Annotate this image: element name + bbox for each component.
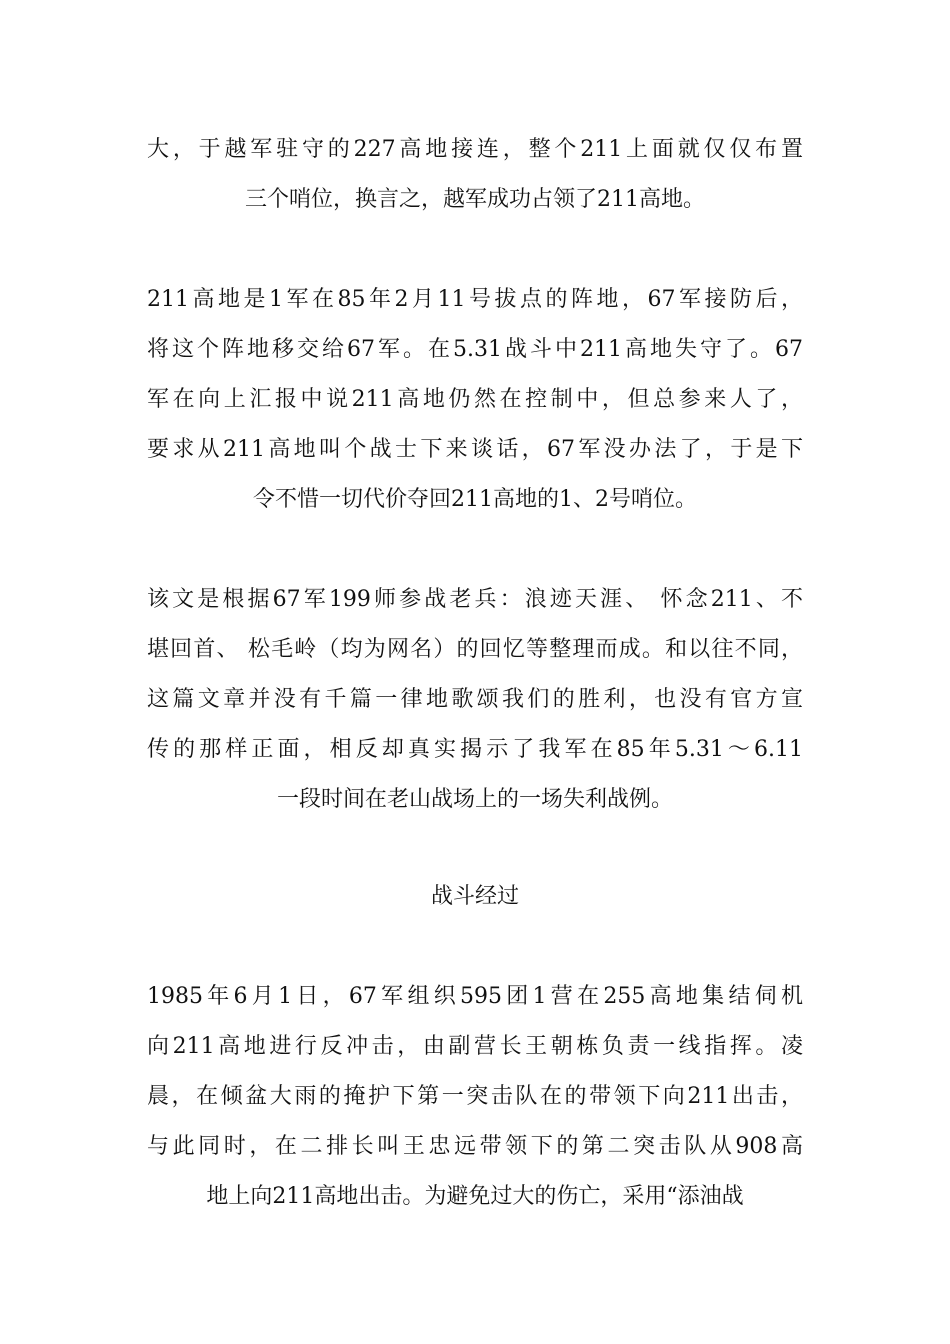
paragraph-4-line-1: 1985年6月1日，67军组织595团1营在255高地集结伺机 xyxy=(147,984,803,1009)
paragraph-2-line-2: 将这个阵地移交给67军。在5.31战斗中211高地失守了。67 xyxy=(147,337,803,362)
paragraph-3-line-5: 一段时间在老山战场上的一场失利战例。 xyxy=(276,787,673,812)
paragraph-4-line-3: 晨，在倾盆大雨的掩护下第一突击队在的带领下向211出击， xyxy=(147,1084,803,1109)
paragraph-1-line-2: 三个哨位，换言之，越军成功占领了211高地。 xyxy=(245,187,705,212)
paragraph-3-line-1: 该文是根据67军199师参战老兵：浪迹天涯、 怀念211、不 xyxy=(147,587,803,612)
paragraph-3-line-2: 堪回首、 松毛岭（均为网名）的回忆等整理而成。和以往不同， xyxy=(147,637,803,662)
paragraph-4-line-2: 向211高地进行反冲击，由副营长王朝栋负责一线指挥。凌 xyxy=(147,1034,803,1059)
paragraph-2-line-3: 军在向上汇报中说211高地仍然在控制中，但总参来人了， xyxy=(147,387,803,412)
paragraph-3-line-4: 传的那样正面，相反却真实揭示了我军在85年5.31～6.11 xyxy=(147,737,803,762)
paragraph-2-line-5: 令不惜一切代价夺回211高地的1、2号哨位。 xyxy=(253,487,697,512)
paragraph-1-line-1: 大，于越军驻守的227高地接连，整个211上面就仅仅布置 xyxy=(147,137,803,162)
paragraph-2-line-4: 要求从211高地叫个战士下来谈话，67军没办法了，于是下 xyxy=(147,437,803,462)
paragraph-4-line-5: 地上向211高地出击。为避免过大的伤亡，采用“添油战 xyxy=(206,1184,744,1209)
paragraph-4-line-4: 与此同时，在二排长叫王忠远带领下的第二突击队从908高 xyxy=(147,1134,803,1159)
paragraph-2-line-1: 211高地是1军在85年2月11号拔点的阵地，67军接防后， xyxy=(147,287,803,312)
section-heading: 战斗经过 xyxy=(430,884,519,909)
paragraph-3-line-3: 这篇文章并没有千篇一律地歌颂我们的胜利，也没有官方宣 xyxy=(147,687,803,712)
